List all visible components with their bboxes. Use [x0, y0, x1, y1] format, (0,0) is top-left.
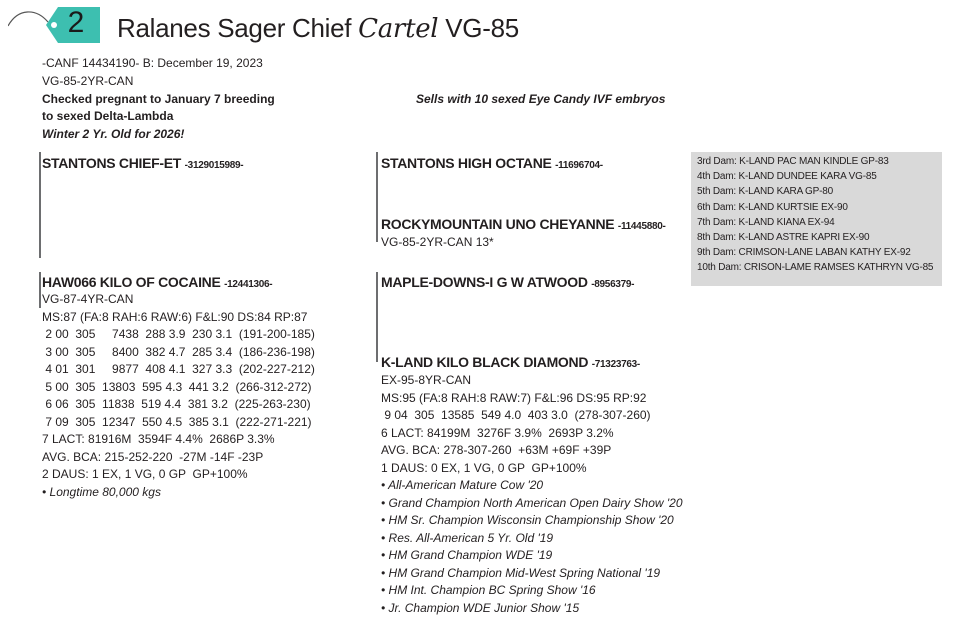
page-title	[117, 13, 519, 44]
extended-dam-line: 5th Dam: K-LAND KARA GP-80	[697, 186, 833, 198]
sire-sire-name-text: STANTONS HIGH OCTANE	[381, 155, 552, 171]
extended-dam-line: 7th Dam: K-LAND KIANA EX-94	[697, 216, 835, 228]
registration-line: -CANF 14434190- B: December 19, 2023	[42, 56, 263, 70]
dam-dam-stats	[381, 372, 683, 617]
classification: VG-85-2YR-CAN	[42, 74, 134, 88]
dam-dam-honor: • All-American Mature Cow '20	[381, 478, 544, 492]
dam-reg: -12441306-	[224, 279, 273, 290]
dam-stat-line: 7 LACT: 81916M 3594F 4.4% 2686P 3.3%	[42, 432, 275, 446]
dam-stats	[42, 291, 315, 501]
sire-dam-name-text: ROCKYMOUNTAIN UNO CHEYANNE	[381, 216, 615, 232]
dam-dam-honor: • HM Sr. Champion Wisconsin Championship Show '20	[381, 513, 674, 527]
title-main: Ralanes Sager Chief	[117, 13, 359, 43]
extended-dam-line: 6th Dam: K-LAND KURTSIE EX-90	[697, 201, 848, 213]
dam-dam-honor: • Grand Champion North American Open Dairy Show '20	[381, 495, 683, 510]
extended-dam-line: 9th Dam: CRIMSON-LANE LABAN KATHY EX-92	[697, 247, 911, 259]
dam-dam-honor: • HM Grand Champion WDE '19	[381, 548, 553, 562]
pregnancy-note: Checked pregnant to January 7 breeding	[42, 92, 275, 106]
sire-dam-name	[381, 216, 666, 232]
breeding-note: to sexed Delta-Lambda	[42, 109, 174, 123]
sire-sire-reg: -11696704-	[555, 160, 603, 171]
dam-dam-honor: • HM Int. Champion BC Spring Show '16	[381, 583, 596, 597]
dam-stat-line: 2 00 305 7438 288 3.9 230 3.1 (191-200-185)	[42, 327, 315, 341]
extended-dam-line: 8th Dam: K-LAND ASTRE KAPRI EX-90	[697, 232, 870, 244]
sire-name-text: STANTONS CHIEF-ET	[42, 155, 182, 171]
extended-dam-line: 3rd Dam: K-LAND PAC MAN KINDLE GP-83	[697, 156, 889, 167]
extended-dam-line: 10th Dam: CRISON-LAME RAMSES KATHRYN VG-85	[697, 262, 934, 274]
dam-stat-line: 6 06 305 11838 519 4.4 381 3.2 (225-263-230)	[42, 397, 311, 411]
dam-dam-reg: -71323763-	[591, 359, 640, 370]
dam-dam-stat-line: AVG. BCA: 278-307-260 +63M +69F +39P	[381, 443, 612, 457]
dam-note: • Longtime 80,000 kgs	[42, 484, 161, 499]
dam-stat-line: AVG. BCA: 215-252-220 -27M -14F -23P	[42, 449, 264, 464]
dam-dam-honor: • Jr. Champion WDE Junior Show '15	[381, 600, 580, 615]
sire-parents-bracket	[376, 152, 378, 242]
dam-sire-name	[381, 274, 634, 290]
sire-reg: -3129015989-	[184, 160, 244, 171]
title-suffix: VG-85	[438, 13, 519, 43]
dam-parents-bracket	[376, 272, 378, 362]
dam-dam-stat-line: 1 DAUS: 0 EX, 1 VG, 0 GP GP+100%	[381, 460, 587, 475]
dam-name-text: HAW066 KILO OF COCAINE	[42, 274, 221, 290]
dam-dam-name	[381, 354, 640, 370]
lot-tag-icon	[8, 4, 108, 46]
dam-sire-name-text: MAPLE-DOWNS-I G W ATWOOD	[381, 274, 588, 290]
title-script: Cartel	[358, 14, 439, 44]
lot-number: 2	[67, 6, 85, 39]
dam-stat-line: 2 DAUS: 1 EX, 1 VG, 0 GP GP+100%	[42, 467, 248, 481]
dam-dam-stat-line: EX-95-8YR-CAN	[381, 373, 472, 387]
dam-dam-name-text: K-LAND KILO BLACK DIAMOND	[381, 354, 589, 370]
dam-stat-line: MS:87 (FA:8 RAH:6 RAW:6) F&L:90 DS:84 RP:87	[42, 309, 308, 324]
sire-bracket	[39, 152, 41, 258]
sire-dam-reg: -11445880-	[617, 221, 666, 232]
embryos-note: Sells with 10 sexed Eye Candy IVF embryos	[416, 92, 666, 106]
age-note: Winter 2 Yr. Old for 2026!	[42, 127, 185, 141]
sire-name	[42, 155, 243, 171]
dam-sire-reg: -8956379-	[591, 279, 635, 290]
extended-dams-list	[697, 154, 933, 276]
sire-sire-name	[381, 155, 603, 171]
dam-stat-line: 7 09 305 12347 550 4.5 385 3.1 (222-271-221)	[42, 414, 312, 429]
dam-dam-stat-line: 6 LACT: 84199M 3276F 3.9% 2693P 3.2%	[381, 425, 614, 440]
dam-stat-line: 5 00 305 13803 595 4.3 441 3.2 (266-312-272)	[42, 379, 312, 394]
dam-dam-stat-line: 9 04 305 13585 549 4.0 403 3.0 (278-307-260)	[381, 408, 651, 422]
sire-dam-classification: VG-85-2YR-CAN 13*	[381, 235, 494, 249]
dam-bracket	[39, 272, 41, 308]
dam-stat-line: 3 00 305 8400 382 4.7 285 3.4 (186-236-198)	[42, 344, 315, 359]
dam-name	[42, 274, 272, 290]
dam-dam-honor: • HM Grand Champion Mid-West Spring National '19	[381, 565, 661, 580]
extended-dam-line: 4th Dam: K-LAND DUNDEE KARA VG-85	[697, 171, 877, 183]
dam-dam-honor: • Res. All-American 5 Yr. Old '19	[381, 530, 554, 545]
dam-stat-line: 4 01 301 9877 408 4.1 327 3.3 (202-227-212)	[42, 362, 315, 376]
dam-dam-stat-line: MS:95 (FA:8 RAH:8 RAW:7) F&L:96 DS:95 RP:92	[381, 390, 647, 405]
dam-stat-line: VG-87-4YR-CAN	[42, 292, 134, 306]
